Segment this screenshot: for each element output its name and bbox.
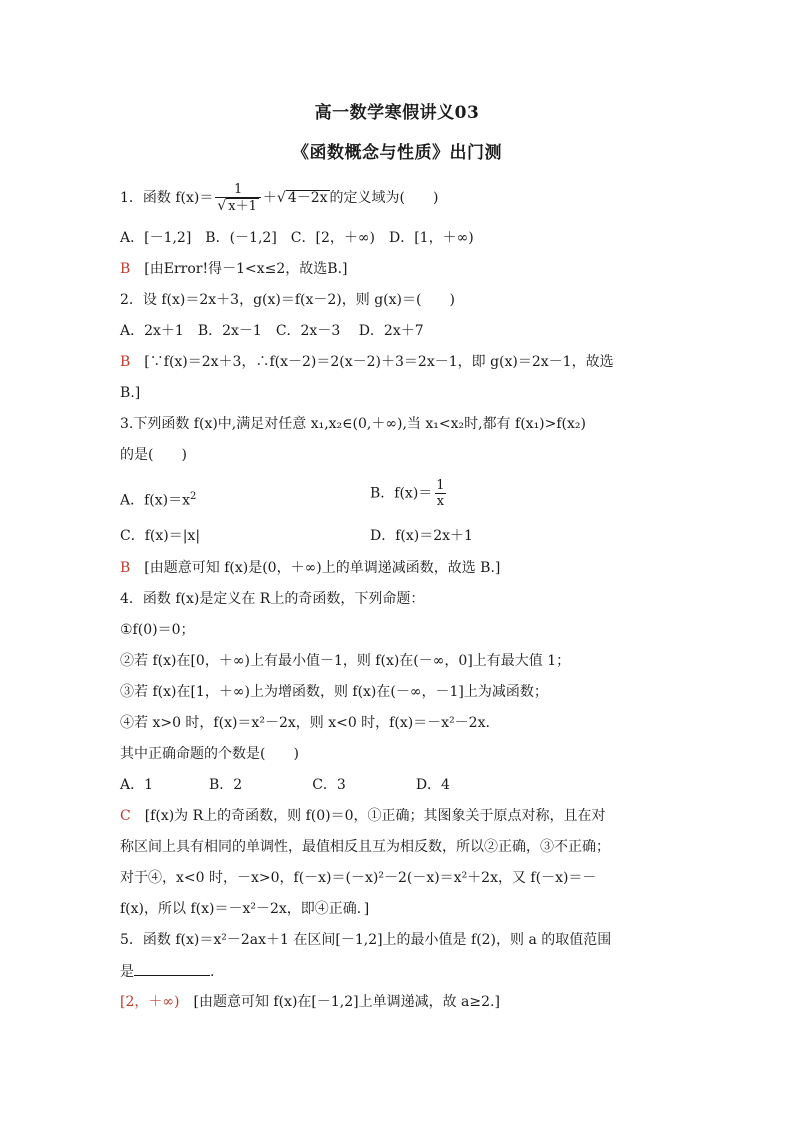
lecture-title: 高一数学寒假讲义03 (314, 103, 480, 123)
q1-fraction: $\frac{1}{√ x+1}$ (215, 182, 261, 214)
q3-option-d: D．f(x)＝2x＋1 (370, 528, 473, 544)
quiz-subtitle: 《函数概念与性质》出门测 (292, 143, 502, 163)
q3-option-b: B．f(x)＝ $\frac{1}{x}$ (370, 478, 445, 509)
q1-options: A．[－1,2] B．(－1,2] C．[2，＋∞) D．[1，＋∞) (120, 230, 474, 246)
q5-answer-blank[interactable] (134, 961, 210, 976)
q3-option-a: A．$f(x)=x^2$ (120, 491, 197, 509)
q3-answer: B [由题意可知 f(x)是(0，＋∞)上的单调递减函数，故选 B.] (120, 560, 501, 576)
q4-answer-cont-3: f(x)，所以 f(x)＝－x²－2x，即④正确．] (120, 901, 370, 917)
q4-options: A．1 B．2 C．3 D．4 (120, 777, 450, 793)
q2-options: A．2x＋1 B．2x－1 C．2x－3 D．2x＋7 (120, 323, 424, 339)
q1-answer: B [由Error!得－1<x≤2，故选B.] (120, 261, 348, 277)
q3-option-c: C．f(x)＝|x| (120, 528, 201, 544)
q5-stem-cont: 是 . (120, 961, 214, 982)
q3-stem: 3.下列函数 f(x)中,满足对任意 x₁,x₂∈(0,＋∞),当 x₁<x₂时,都有 f(x₁)>f(x₂) (120, 416, 586, 432)
q4-stem: 4．函数 f(x)是定义在 R上的奇函数，下列命题： (120, 591, 425, 607)
q1-sqrt: √ 4－2x (276, 190, 328, 206)
q4-answer-cont-2: 对于④，x<0 时，－x>0，f(－x)＝(－x)²－2(－x)＝x²＋2x，又 f(－x)＝－ (120, 870, 597, 886)
q5-stem: 5．函数 f(x)＝x²－2ax＋1 在区间[－1,2]上的最小值是 f(2)，则 a 的取值范围 (120, 932, 612, 948)
q1-stem: 1．函数 f(x)＝ $\frac{1}{√ x+1}$ ＋√ 4－2x 的定义域为( ) (120, 182, 439, 214)
q4-answer-cont-1: 称区间上具有相同的单调性，最值相反且互为相反数，所以②正确，③不正确； (120, 839, 610, 855)
q2-answer-cont: B.] (120, 385, 141, 401)
q3-stem-cont: 的是( ) (120, 447, 187, 463)
q4-proposition-4: ④若 x>0 时，f(x)＝x²－2x，则 x<0 时，f(x)＝－x²－2x. (120, 715, 490, 731)
q4-count-question: 其中正确命题的个数是( ) (120, 746, 299, 762)
q4-proposition-1: ①f(0)＝0； (120, 622, 195, 638)
q4-answer: C [f(x)为 R上的奇函数，则 f(0)＝0，①正确；其图象关于原点对称，且在对 (120, 808, 606, 824)
q4-proposition-3: ③若 f(x)在[1，＋∞)上为增函数，则 f(x)在(－∞，－1]上为减函数； (120, 684, 548, 700)
q2-stem: 2．设 f(x)＝2x＋3，g(x)＝f(x－2)，则 g(x)＝( ) (120, 292, 455, 308)
q2-answer: B [∵f(x)＝2x＋3，∴f(x－2)＝2(x－2)＋3＝2x－1，即 g(x)＝2x－1，故选 (120, 354, 614, 370)
q5-answer: [2，＋∞) [由题意可知 f(x)在[－1,2]上单调递减，故 a≥2.] (120, 994, 500, 1010)
q4-proposition-2: ②若 f(x)在[0，＋∞)上有最小值－1，则 f(x)在(－∞，0]上有最大值 1； (120, 653, 571, 669)
